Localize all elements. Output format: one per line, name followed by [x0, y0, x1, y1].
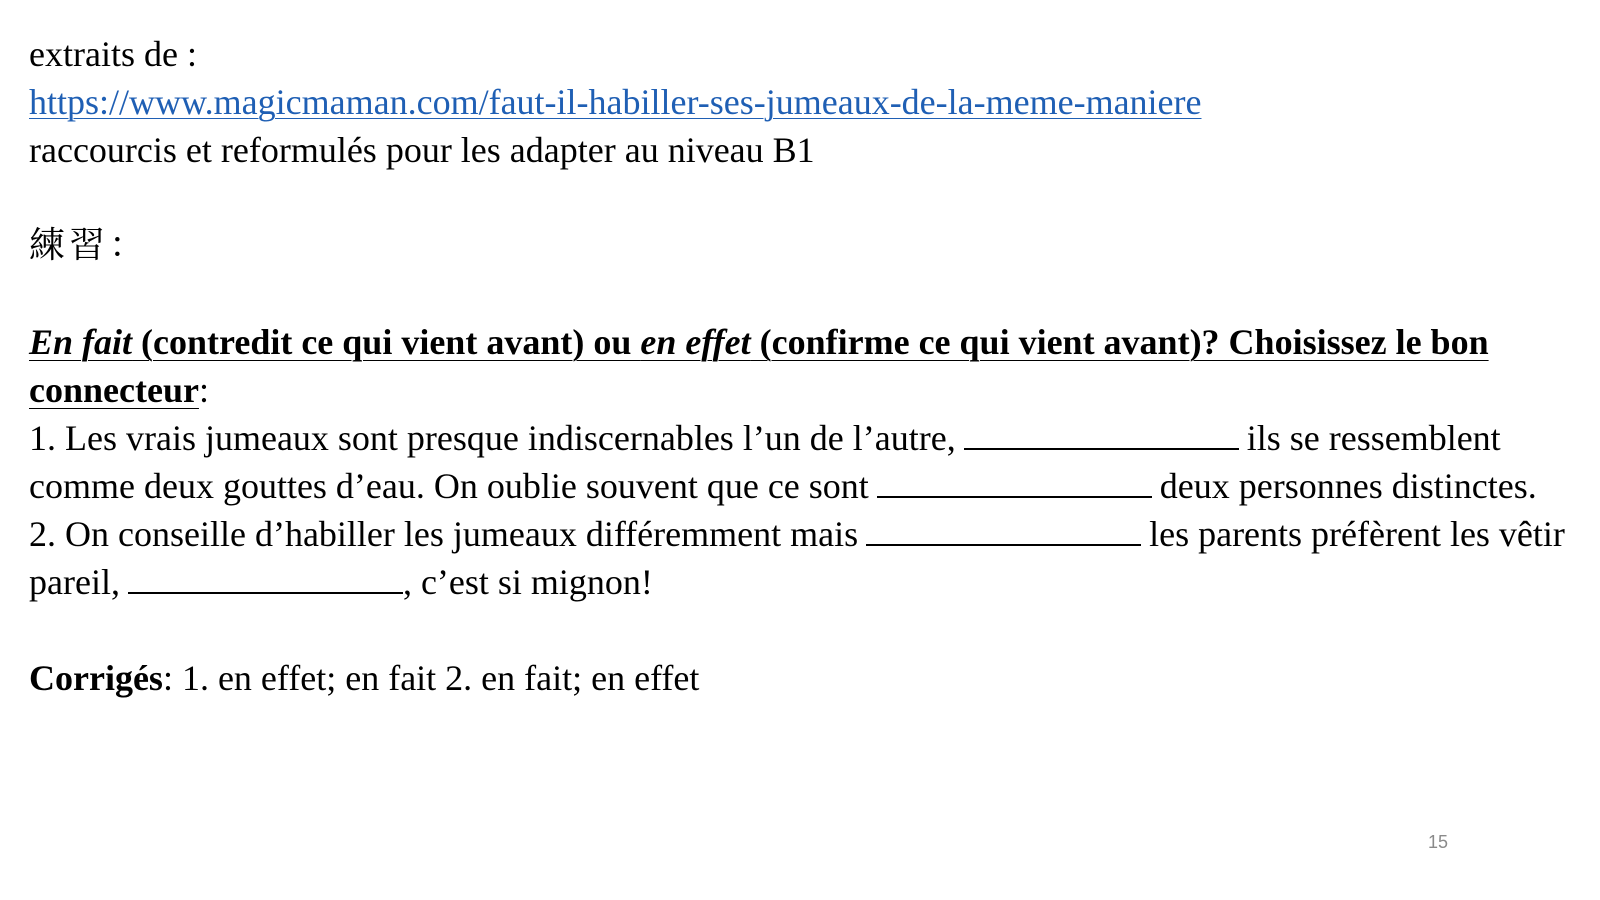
source-link[interactable]: https://www.magicmaman.com/faut-il-habiller-ses-jumeaux-de-la-meme-maniere	[29, 82, 1202, 122]
instruction	[29, 318, 1574, 414]
instruction-colon: :	[198, 370, 209, 410]
item2-text-2: les parents préfèrent les vêtir pareil,	[29, 514, 1565, 602]
spacer	[29, 174, 1574, 222]
instruction-gloss-1: (contredit ce qui vient avant) ou	[132, 322, 641, 362]
fill-blank-3	[866, 514, 1141, 546]
page-number: 15	[1428, 832, 1449, 852]
answers	[29, 654, 1574, 702]
fill-blank-1	[964, 418, 1239, 450]
fill-blank-4	[128, 562, 403, 594]
spacer	[29, 606, 1574, 654]
source-note: raccourcis et reformulés pour les adapter au niveau B1	[29, 130, 815, 170]
item1-text-2: ils se ressemblent comme deux gouttes d’eau. On oublie souvent que ce sont	[29, 418, 1501, 506]
source-intro: extraits de :	[29, 34, 197, 74]
slide-content	[29, 30, 1574, 702]
item2-text-1: 2. On conseille d’habiller les jumeaux différemment mais	[29, 514, 859, 554]
item1-text-3: deux personnes distinctes.	[1159, 466, 1537, 506]
instruction-gloss-2: (confirme ce qui vient avant)? Choisissez le bon connecteur	[29, 322, 1489, 410]
item2-text-3: , c’est si mignon!	[402, 562, 653, 602]
exercise-item-1	[29, 414, 1574, 510]
instruction-term-en-effet: en effet	[640, 322, 751, 362]
exercise-item-2	[29, 510, 1574, 606]
instruction-term-en-fait: En fait	[29, 322, 133, 362]
item1-text-1: 1. Les vrais jumeaux sont presque indiscernables l’un de l’autre,	[29, 418, 956, 458]
fill-blank-2	[877, 466, 1152, 498]
answers-label: Corrigés	[29, 658, 163, 698]
exercise-heading: 練習：	[29, 225, 150, 266]
spacer	[29, 270, 1574, 318]
answers-text: : 1. en effet; en fait 2. en fait; en effet	[162, 658, 700, 698]
